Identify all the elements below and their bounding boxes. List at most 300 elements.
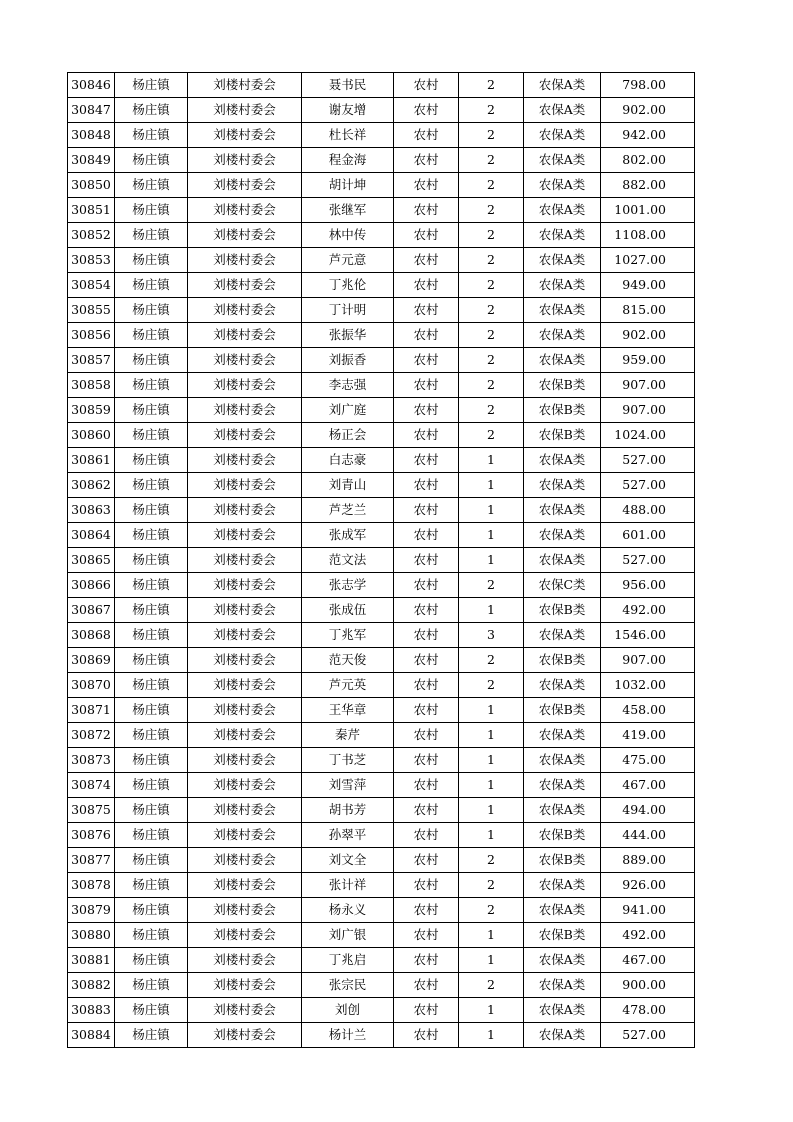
member-count-cell: 2 <box>459 898 524 923</box>
village-committee-cell: 刘楼村委会 <box>188 698 302 723</box>
table-row <box>68 723 695 748</box>
village-committee-cell: 刘楼村委会 <box>188 998 302 1023</box>
amount-cell: 444.00 <box>601 823 695 848</box>
table-row <box>68 548 695 573</box>
name-cell: 杜长祥 <box>302 123 394 148</box>
household-type-cell: 农村 <box>394 523 459 548</box>
member-count-cell: 1 <box>459 448 524 473</box>
amount-cell: 889.00 <box>601 848 695 873</box>
village-committee-cell: 刘楼村委会 <box>188 298 302 323</box>
town-cell: 杨庄镇 <box>115 798 188 823</box>
record-id-cell: 30860 <box>68 423 115 448</box>
member-count-cell: 2 <box>459 873 524 898</box>
amount-cell: 478.00 <box>601 998 695 1023</box>
village-committee-cell: 刘楼村委会 <box>188 823 302 848</box>
town-cell: 杨庄镇 <box>115 923 188 948</box>
record-id-cell: 30846 <box>68 73 115 98</box>
town-cell: 杨庄镇 <box>115 298 188 323</box>
amount-cell: 941.00 <box>601 898 695 923</box>
member-count-cell: 3 <box>459 623 524 648</box>
name-cell: 秦芹 <box>302 723 394 748</box>
amount-cell: 494.00 <box>601 798 695 823</box>
record-id-cell: 30871 <box>68 698 115 723</box>
town-cell: 杨庄镇 <box>115 698 188 723</box>
village-committee-cell: 刘楼村委会 <box>188 523 302 548</box>
category-cell: 农保A类 <box>524 623 601 648</box>
record-id-cell: 30872 <box>68 723 115 748</box>
town-cell: 杨庄镇 <box>115 473 188 498</box>
town-cell: 杨庄镇 <box>115 273 188 298</box>
record-id-cell: 30863 <box>68 498 115 523</box>
table-row <box>68 398 695 423</box>
town-cell: 杨庄镇 <box>115 348 188 373</box>
record-id-cell: 30881 <box>68 948 115 973</box>
village-committee-cell: 刘楼村委会 <box>188 748 302 773</box>
record-id-cell: 30878 <box>68 873 115 898</box>
amount-cell: 907.00 <box>601 373 695 398</box>
category-cell: 农保C类 <box>524 573 601 598</box>
town-cell: 杨庄镇 <box>115 598 188 623</box>
village-committee-cell: 刘楼村委会 <box>188 548 302 573</box>
table-row <box>68 223 695 248</box>
name-cell: 胡书芳 <box>302 798 394 823</box>
name-cell: 刘创 <box>302 998 394 1023</box>
category-cell: 农保B类 <box>524 423 601 448</box>
member-count-cell: 1 <box>459 998 524 1023</box>
name-cell: 丁兆启 <box>302 948 394 973</box>
table-row <box>68 473 695 498</box>
household-type-cell: 农村 <box>394 123 459 148</box>
table-row <box>68 273 695 298</box>
name-cell: 林中传 <box>302 223 394 248</box>
household-type-cell: 农村 <box>394 773 459 798</box>
record-id-cell: 30865 <box>68 548 115 573</box>
village-committee-cell: 刘楼村委会 <box>188 373 302 398</box>
table-row <box>68 798 695 823</box>
category-cell: 农保A类 <box>524 498 601 523</box>
table-row <box>68 948 695 973</box>
village-committee-cell: 刘楼村委会 <box>188 898 302 923</box>
category-cell: 农保B类 <box>524 648 601 673</box>
member-count-cell: 2 <box>459 223 524 248</box>
town-cell: 杨庄镇 <box>115 973 188 998</box>
amount-cell: 1001.00 <box>601 198 695 223</box>
town-cell: 杨庄镇 <box>115 73 188 98</box>
household-type-cell: 农村 <box>394 673 459 698</box>
record-id-cell: 30880 <box>68 923 115 948</box>
member-count-cell: 1 <box>459 773 524 798</box>
town-cell: 杨庄镇 <box>115 823 188 848</box>
category-cell: 农保A类 <box>524 73 601 98</box>
record-id-cell: 30875 <box>68 798 115 823</box>
member-count-cell: 2 <box>459 248 524 273</box>
member-count-cell: 2 <box>459 123 524 148</box>
member-count-cell: 2 <box>459 273 524 298</box>
table-row <box>68 773 695 798</box>
record-id-cell: 30847 <box>68 98 115 123</box>
name-cell: 聂书民 <box>302 73 394 98</box>
village-committee-cell: 刘楼村委会 <box>188 598 302 623</box>
town-cell: 杨庄镇 <box>115 323 188 348</box>
name-cell: 丁兆军 <box>302 623 394 648</box>
member-count-cell: 1 <box>459 723 524 748</box>
town-cell: 杨庄镇 <box>115 898 188 923</box>
name-cell: 刘广银 <box>302 923 394 948</box>
category-cell: 农保A类 <box>524 98 601 123</box>
record-id-cell: 30879 <box>68 898 115 923</box>
table-row <box>68 198 695 223</box>
household-type-cell: 农村 <box>394 98 459 123</box>
member-count-cell: 2 <box>459 298 524 323</box>
category-cell: 农保A类 <box>524 473 601 498</box>
town-cell: 杨庄镇 <box>115 773 188 798</box>
town-cell: 杨庄镇 <box>115 223 188 248</box>
amount-cell: 902.00 <box>601 98 695 123</box>
amount-cell: 882.00 <box>601 173 695 198</box>
town-cell: 杨庄镇 <box>115 373 188 398</box>
table-row <box>68 423 695 448</box>
record-id-cell: 30874 <box>68 773 115 798</box>
record-id-cell: 30853 <box>68 248 115 273</box>
household-type-cell: 农村 <box>394 248 459 273</box>
village-committee-cell: 刘楼村委会 <box>188 423 302 448</box>
name-cell: 刘文全 <box>302 848 394 873</box>
table-row <box>68 98 695 123</box>
record-id-cell: 30873 <box>68 748 115 773</box>
town-cell: 杨庄镇 <box>115 1023 188 1048</box>
amount-cell: 1546.00 <box>601 623 695 648</box>
village-committee-cell: 刘楼村委会 <box>188 223 302 248</box>
household-type-cell: 农村 <box>394 548 459 573</box>
household-type-cell: 农村 <box>394 423 459 448</box>
category-cell: 农保A类 <box>524 723 601 748</box>
category-cell: 农保A类 <box>524 1023 601 1048</box>
member-count-cell: 2 <box>459 573 524 598</box>
name-cell: 张继军 <box>302 198 394 223</box>
record-id-cell: 30849 <box>68 148 115 173</box>
name-cell: 王华章 <box>302 698 394 723</box>
record-id-cell: 30876 <box>68 823 115 848</box>
household-type-cell: 农村 <box>394 1023 459 1048</box>
village-committee-cell: 刘楼村委会 <box>188 848 302 873</box>
name-cell: 刘振香 <box>302 348 394 373</box>
name-cell: 范文法 <box>302 548 394 573</box>
town-cell: 杨庄镇 <box>115 98 188 123</box>
category-cell: 农保A类 <box>524 198 601 223</box>
member-count-cell: 2 <box>459 98 524 123</box>
name-cell: 张成军 <box>302 523 394 548</box>
category-cell: 农保A类 <box>524 323 601 348</box>
household-type-cell: 农村 <box>394 223 459 248</box>
category-cell: 农保A类 <box>524 948 601 973</box>
member-count-cell: 1 <box>459 473 524 498</box>
amount-cell: 527.00 <box>601 473 695 498</box>
name-cell: 芦元英 <box>302 673 394 698</box>
household-type-cell: 农村 <box>394 748 459 773</box>
member-count-cell: 2 <box>459 373 524 398</box>
amount-cell: 527.00 <box>601 448 695 473</box>
village-committee-cell: 刘楼村委会 <box>188 923 302 948</box>
member-count-cell: 2 <box>459 423 524 448</box>
member-count-cell: 2 <box>459 348 524 373</box>
name-cell: 谢友增 <box>302 98 394 123</box>
household-type-cell: 农村 <box>394 998 459 1023</box>
table-row <box>68 148 695 173</box>
table-row <box>68 598 695 623</box>
record-id-cell: 30855 <box>68 298 115 323</box>
village-committee-cell: 刘楼村委会 <box>188 173 302 198</box>
member-count-cell: 1 <box>459 1023 524 1048</box>
village-committee-cell: 刘楼村委会 <box>188 323 302 348</box>
member-count-cell: 2 <box>459 398 524 423</box>
amount-cell: 419.00 <box>601 723 695 748</box>
table-row <box>68 873 695 898</box>
village-committee-cell: 刘楼村委会 <box>188 798 302 823</box>
amount-cell: 907.00 <box>601 398 695 423</box>
member-count-cell: 1 <box>459 923 524 948</box>
village-committee-cell: 刘楼村委会 <box>188 573 302 598</box>
village-committee-cell: 刘楼村委会 <box>188 448 302 473</box>
category-cell: 农保A类 <box>524 248 601 273</box>
category-cell: 农保A类 <box>524 748 601 773</box>
household-type-cell: 农村 <box>394 848 459 873</box>
amount-cell: 902.00 <box>601 323 695 348</box>
amount-cell: 467.00 <box>601 948 695 973</box>
household-type-cell: 农村 <box>394 298 459 323</box>
village-committee-cell: 刘楼村委会 <box>188 723 302 748</box>
amount-cell: 467.00 <box>601 773 695 798</box>
town-cell: 杨庄镇 <box>115 648 188 673</box>
member-count-cell: 1 <box>459 823 524 848</box>
amount-cell: 601.00 <box>601 523 695 548</box>
member-count-cell: 2 <box>459 673 524 698</box>
record-id-cell: 30859 <box>68 398 115 423</box>
household-type-cell: 农村 <box>394 73 459 98</box>
table-row <box>68 823 695 848</box>
category-cell: 农保A类 <box>524 123 601 148</box>
record-id-cell: 30856 <box>68 323 115 348</box>
amount-cell: 798.00 <box>601 73 695 98</box>
village-committee-cell: 刘楼村委会 <box>188 148 302 173</box>
record-id-cell: 30848 <box>68 123 115 148</box>
name-cell: 丁计明 <box>302 298 394 323</box>
allowance-table <box>67 72 695 1048</box>
village-committee-cell: 刘楼村委会 <box>188 773 302 798</box>
amount-cell: 488.00 <box>601 498 695 523</box>
town-cell: 杨庄镇 <box>115 948 188 973</box>
table-row <box>68 73 695 98</box>
record-id-cell: 30851 <box>68 198 115 223</box>
household-type-cell: 农村 <box>394 348 459 373</box>
category-cell: 农保A类 <box>524 148 601 173</box>
category-cell: 农保A类 <box>524 523 601 548</box>
household-type-cell: 农村 <box>394 873 459 898</box>
name-cell: 丁书芝 <box>302 748 394 773</box>
category-cell: 农保B类 <box>524 848 601 873</box>
table-row <box>68 748 695 773</box>
record-id-cell: 30869 <box>68 648 115 673</box>
record-id-cell: 30883 <box>68 998 115 1023</box>
record-id-cell: 30857 <box>68 348 115 373</box>
village-committee-cell: 刘楼村委会 <box>188 273 302 298</box>
table-row <box>68 1023 695 1048</box>
member-count-cell: 1 <box>459 798 524 823</box>
category-cell: 农保A类 <box>524 548 601 573</box>
member-count-cell: 1 <box>459 523 524 548</box>
amount-cell: 527.00 <box>601 1023 695 1048</box>
table-row <box>68 498 695 523</box>
category-cell: 农保A类 <box>524 773 601 798</box>
household-type-cell: 农村 <box>394 398 459 423</box>
amount-cell: 956.00 <box>601 573 695 598</box>
amount-cell: 802.00 <box>601 148 695 173</box>
member-count-cell: 2 <box>459 148 524 173</box>
household-type-cell: 农村 <box>394 698 459 723</box>
category-cell: 农保A类 <box>524 898 601 923</box>
table-row <box>68 123 695 148</box>
name-cell: 张宗民 <box>302 973 394 998</box>
town-cell: 杨庄镇 <box>115 523 188 548</box>
amount-cell: 475.00 <box>601 748 695 773</box>
household-type-cell: 农村 <box>394 148 459 173</box>
village-committee-cell: 刘楼村委会 <box>188 873 302 898</box>
town-cell: 杨庄镇 <box>115 398 188 423</box>
village-committee-cell: 刘楼村委会 <box>188 248 302 273</box>
category-cell: 农保A类 <box>524 273 601 298</box>
amount-cell: 942.00 <box>601 123 695 148</box>
table-row <box>68 848 695 873</box>
town-cell: 杨庄镇 <box>115 248 188 273</box>
household-type-cell: 农村 <box>394 323 459 348</box>
category-cell: 农保A类 <box>524 873 601 898</box>
table-row <box>68 698 695 723</box>
amount-cell: 1027.00 <box>601 248 695 273</box>
table-row <box>68 298 695 323</box>
category-cell: 农保B类 <box>524 373 601 398</box>
village-committee-cell: 刘楼村委会 <box>188 98 302 123</box>
household-type-cell: 农村 <box>394 623 459 648</box>
record-id-cell: 30868 <box>68 623 115 648</box>
table-body <box>68 73 695 1048</box>
town-cell: 杨庄镇 <box>115 148 188 173</box>
member-count-cell: 1 <box>459 748 524 773</box>
town-cell: 杨庄镇 <box>115 873 188 898</box>
record-id-cell: 30864 <box>68 523 115 548</box>
record-id-cell: 30867 <box>68 598 115 623</box>
household-type-cell: 农村 <box>394 273 459 298</box>
table-row <box>68 673 695 698</box>
amount-cell: 492.00 <box>601 923 695 948</box>
table-row <box>68 898 695 923</box>
table-row <box>68 373 695 398</box>
member-count-cell: 1 <box>459 698 524 723</box>
category-cell: 农保B类 <box>524 598 601 623</box>
household-type-cell: 农村 <box>394 648 459 673</box>
household-type-cell: 农村 <box>394 173 459 198</box>
record-id-cell: 30866 <box>68 573 115 598</box>
category-cell: 农保A类 <box>524 998 601 1023</box>
category-cell: 农保B类 <box>524 698 601 723</box>
amount-cell: 959.00 <box>601 348 695 373</box>
category-cell: 农保A类 <box>524 173 601 198</box>
household-type-cell: 农村 <box>394 498 459 523</box>
member-count-cell: 1 <box>459 498 524 523</box>
town-cell: 杨庄镇 <box>115 998 188 1023</box>
table-row <box>68 523 695 548</box>
town-cell: 杨庄镇 <box>115 623 188 648</box>
member-count-cell: 2 <box>459 198 524 223</box>
amount-cell: 458.00 <box>601 698 695 723</box>
name-cell: 杨计兰 <box>302 1023 394 1048</box>
record-id-cell: 30858 <box>68 373 115 398</box>
name-cell: 程金海 <box>302 148 394 173</box>
category-cell: 农保A类 <box>524 973 601 998</box>
member-count-cell: 1 <box>459 598 524 623</box>
town-cell: 杨庄镇 <box>115 423 188 448</box>
name-cell: 芦芝兰 <box>302 498 394 523</box>
category-cell: 农保B类 <box>524 923 601 948</box>
amount-cell: 1032.00 <box>601 673 695 698</box>
name-cell: 张振华 <box>302 323 394 348</box>
amount-cell: 907.00 <box>601 648 695 673</box>
town-cell: 杨庄镇 <box>115 448 188 473</box>
amount-cell: 949.00 <box>601 273 695 298</box>
household-type-cell: 农村 <box>394 923 459 948</box>
amount-cell: 815.00 <box>601 298 695 323</box>
village-committee-cell: 刘楼村委会 <box>188 1023 302 1048</box>
town-cell: 杨庄镇 <box>115 498 188 523</box>
amount-cell: 900.00 <box>601 973 695 998</box>
household-type-cell: 农村 <box>394 948 459 973</box>
category-cell: 农保A类 <box>524 798 601 823</box>
household-type-cell: 农村 <box>394 373 459 398</box>
amount-cell: 492.00 <box>601 598 695 623</box>
village-committee-cell: 刘楼村委会 <box>188 973 302 998</box>
table-row <box>68 623 695 648</box>
name-cell: 范天俊 <box>302 648 394 673</box>
town-cell: 杨庄镇 <box>115 848 188 873</box>
record-id-cell: 30882 <box>68 973 115 998</box>
name-cell: 胡计坤 <box>302 173 394 198</box>
village-committee-cell: 刘楼村委会 <box>188 473 302 498</box>
category-cell: 农保A类 <box>524 348 601 373</box>
name-cell: 张志学 <box>302 573 394 598</box>
member-count-cell: 2 <box>459 73 524 98</box>
table-row <box>68 448 695 473</box>
table-row <box>68 648 695 673</box>
record-id-cell: 30850 <box>68 173 115 198</box>
household-type-cell: 农村 <box>394 473 459 498</box>
record-id-cell: 30861 <box>68 448 115 473</box>
name-cell: 芦元意 <box>302 248 394 273</box>
household-type-cell: 农村 <box>394 973 459 998</box>
member-count-cell: 1 <box>459 948 524 973</box>
town-cell: 杨庄镇 <box>115 748 188 773</box>
household-type-cell: 农村 <box>394 198 459 223</box>
town-cell: 杨庄镇 <box>115 723 188 748</box>
household-type-cell: 农村 <box>394 823 459 848</box>
household-type-cell: 农村 <box>394 598 459 623</box>
household-type-cell: 农村 <box>394 448 459 473</box>
name-cell: 刘青山 <box>302 473 394 498</box>
village-committee-cell: 刘楼村委会 <box>188 623 302 648</box>
record-id-cell: 30884 <box>68 1023 115 1048</box>
household-type-cell: 农村 <box>394 573 459 598</box>
name-cell: 刘广庭 <box>302 398 394 423</box>
village-committee-cell: 刘楼村委会 <box>188 673 302 698</box>
member-count-cell: 2 <box>459 648 524 673</box>
table-row <box>68 248 695 273</box>
